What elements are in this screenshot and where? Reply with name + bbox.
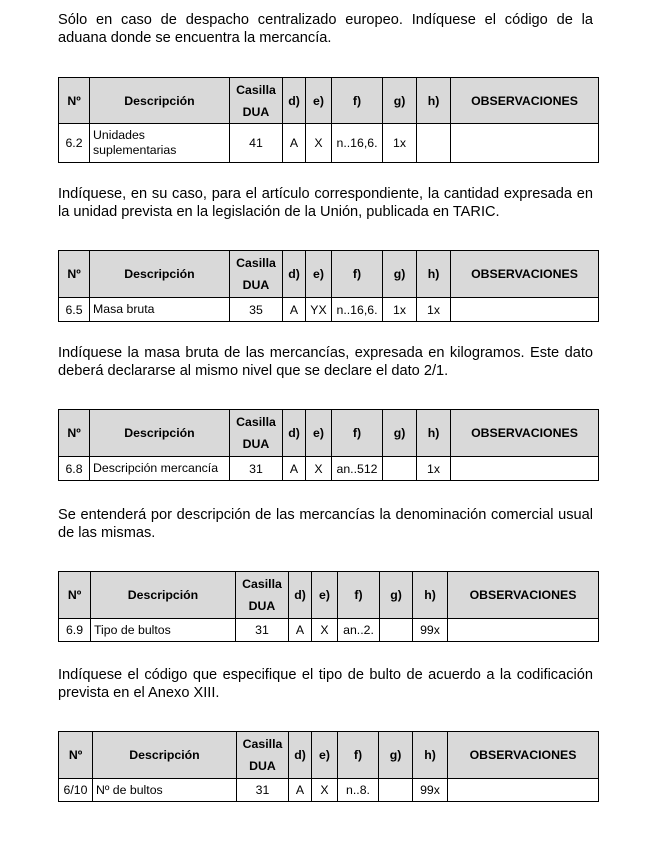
cell-g	[379, 779, 413, 802]
cell-descripcion	[90, 124, 230, 163]
cell-f: n..16,6.	[332, 124, 383, 163]
cell-g: 1x	[383, 124, 417, 163]
cell-d: A	[289, 779, 312, 802]
cell-descripcion-line1: Unidades	[93, 128, 145, 142]
table-6-8	[58, 409, 599, 481]
header-e: e)	[306, 410, 332, 457]
table-row	[59, 457, 599, 481]
header-observaciones: OBSERVACIONES	[451, 410, 599, 457]
cell-h: 99x	[413, 619, 448, 642]
header-casilla-dua	[230, 78, 283, 124]
header-e: e)	[306, 78, 332, 124]
header-h: h)	[417, 78, 451, 124]
cell-f: n..8.	[338, 779, 379, 802]
cell-d: A	[283, 124, 306, 163]
cell-no: 6.5	[59, 298, 90, 322]
header-g: g)	[379, 732, 413, 779]
cell-no: 6.9	[59, 619, 91, 642]
cell-e: X	[306, 457, 332, 481]
cell-descripcion: Nº de bultos	[93, 779, 237, 802]
header-casilla-dua	[236, 572, 289, 619]
header-d: d)	[283, 251, 306, 298]
cell-casilla: 35	[230, 298, 283, 322]
cell-e: X	[312, 779, 338, 802]
header-d: d)	[289, 572, 312, 619]
table-header-row	[59, 732, 599, 779]
cell-f: n..16,6.	[332, 298, 383, 322]
cell-observaciones	[448, 619, 599, 642]
header-observaciones: OBSERVACIONES	[451, 251, 599, 298]
header-no: Nº	[59, 78, 90, 124]
header-d: d)	[289, 732, 312, 779]
cell-observaciones	[451, 457, 599, 481]
cell-observaciones	[451, 124, 599, 163]
paragraph-6-9: Indíquese el código que especifique el tipo de bulto de acuerdo a la codificación prevista en el Anexo XIII.	[58, 667, 593, 701]
cell-no: 6.2	[59, 124, 90, 163]
header-dua: DUA	[248, 599, 276, 613]
cell-h: 1x	[417, 298, 451, 322]
cell-g	[383, 457, 417, 481]
cell-descripcion: Masa bruta	[90, 298, 230, 322]
cell-d: A	[283, 457, 306, 481]
header-f: f)	[338, 732, 379, 779]
table-header-row	[59, 572, 599, 619]
cell-casilla: 31	[237, 779, 289, 802]
cell-casilla: 31	[230, 457, 283, 481]
cell-descripcion: Tipo de bultos	[91, 619, 236, 642]
header-descripcion: Descripción	[91, 572, 236, 619]
cell-h	[417, 124, 451, 163]
header-observaciones: OBSERVACIONES	[448, 572, 599, 619]
header-e: e)	[306, 251, 332, 298]
header-e: e)	[312, 572, 338, 619]
cell-h: 1x	[417, 457, 451, 481]
header-dua: DUA	[249, 759, 276, 773]
header-g: g)	[383, 410, 417, 457]
header-g: g)	[383, 251, 417, 298]
cell-observaciones	[451, 298, 599, 322]
cell-observaciones	[448, 779, 599, 802]
header-d: d)	[283, 410, 306, 457]
header-no: Nº	[59, 251, 90, 298]
header-g: g)	[383, 78, 417, 124]
header-observaciones: OBSERVACIONES	[451, 78, 599, 124]
cell-e: YX	[306, 298, 332, 322]
header-casilla-dua	[230, 251, 283, 298]
header-g: g)	[380, 572, 413, 619]
cell-f: an..2.	[338, 619, 380, 642]
header-e: e)	[312, 732, 338, 779]
cell-d: A	[283, 298, 306, 322]
paragraph-intro: Sólo en caso de despacho centralizado europeo. Indíquese el código de la aduana donde se encuentra la mercancía.	[58, 12, 593, 46]
table-row	[59, 619, 599, 642]
cell-descripcion: Descripción mercancía	[90, 457, 230, 481]
header-no: Nº	[59, 572, 91, 619]
cell-casilla: 41	[230, 124, 283, 163]
header-d: d)	[283, 78, 306, 124]
header-h: h)	[417, 251, 451, 298]
paragraph-6-8: Se entenderá por descripción de las mercancías la denominación comercial usual de las mismas.	[58, 507, 593, 541]
header-descripcion: Descripción	[90, 410, 230, 457]
header-casilla: Casilla	[242, 737, 283, 751]
header-dua: DUA	[242, 104, 270, 119]
table-header-row	[59, 78, 599, 124]
table-row	[59, 298, 599, 322]
header-descripcion: Descripción	[90, 251, 230, 298]
header-h: h)	[417, 410, 451, 457]
header-descripcion: Descripción	[93, 732, 237, 779]
header-f: f)	[332, 410, 383, 457]
header-casilla: Casilla	[236, 256, 276, 270]
cell-e: X	[312, 619, 338, 642]
header-casilla-dua	[237, 732, 289, 779]
header-dua: DUA	[242, 437, 270, 451]
cell-descripcion-line2: suplementarias	[93, 143, 177, 157]
table-6-10	[58, 731, 599, 802]
header-f: f)	[338, 572, 380, 619]
cell-e: X	[306, 124, 332, 163]
cell-no: 6.8	[59, 457, 90, 481]
header-no: Nº	[59, 410, 90, 457]
cell-d: A	[289, 619, 312, 642]
table-6-9	[58, 571, 599, 642]
table-row	[59, 124, 599, 163]
cell-g: 1x	[383, 298, 417, 322]
table-6-2	[58, 77, 599, 163]
paragraph-6-2: Indíquese, en su caso, para el artículo correspondiente, la cantidad expresada en la unidad prevista en la legislación de la Unión, publicada en TARIC.	[58, 186, 593, 220]
cell-h: 99x	[413, 779, 448, 802]
table-6-5	[58, 250, 599, 322]
cell-f: an..512	[332, 457, 383, 481]
cell-g	[380, 619, 413, 642]
header-dua: DUA	[242, 278, 270, 292]
table-header-row	[59, 410, 599, 457]
table-header-row	[59, 251, 599, 298]
cell-no: 6/10	[59, 779, 93, 802]
header-casilla: Casilla	[242, 577, 282, 591]
header-f: f)	[332, 78, 383, 124]
header-descripcion: Descripción	[90, 78, 230, 124]
header-casilla-dua	[230, 410, 283, 457]
header-casilla: Casilla	[236, 82, 276, 97]
table-row	[59, 779, 599, 802]
paragraph-6-5: Indíquese la masa bruta de las mercancías, expresada en kilogramos. Este dato deberá declararse al mismo nivel que se declare el dato 2/1.	[58, 345, 593, 379]
header-casilla: Casilla	[236, 415, 276, 429]
header-h: h)	[413, 732, 448, 779]
cell-casilla: 31	[236, 619, 289, 642]
header-no: Nº	[59, 732, 93, 779]
header-h: h)	[413, 572, 448, 619]
header-observaciones: OBSERVACIONES	[448, 732, 599, 779]
header-f: f)	[332, 251, 383, 298]
